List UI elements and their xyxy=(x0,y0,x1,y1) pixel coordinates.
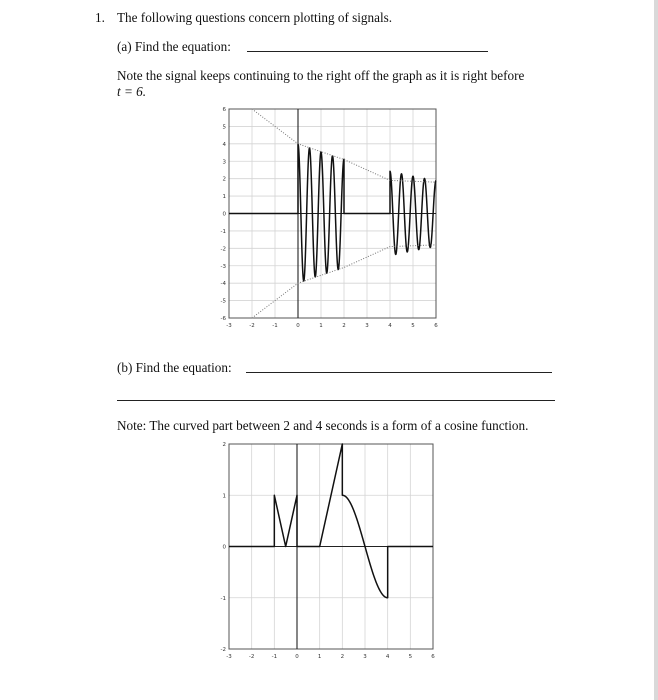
problem-number: 1. xyxy=(95,10,105,25)
x-tick-label-4: 1 xyxy=(317,654,322,660)
x-tick-label-0: -3 xyxy=(226,323,232,329)
y-tick-label-2: 0 xyxy=(222,544,226,551)
x-tick-label-3: 0 xyxy=(295,654,299,660)
x-tick-label-6: 3 xyxy=(365,323,369,329)
x-tick-label-0: -3 xyxy=(226,654,232,660)
x-tick-label-8: 5 xyxy=(411,323,415,329)
y-tick-label-1: -1 xyxy=(220,595,226,602)
x-tick-label-2: -1 xyxy=(272,323,278,329)
x-tick-label-9: 6 xyxy=(431,654,435,660)
y-tick-label-12: 6 xyxy=(222,107,226,113)
y-tick-label-8: 2 xyxy=(222,176,226,183)
y-tick-label-4: -2 xyxy=(220,246,226,253)
x-tick-label-8: 5 xyxy=(408,654,413,660)
y-tick-label-9: 3 xyxy=(222,159,226,166)
x-tick-label-5: 2 xyxy=(340,654,345,660)
part-a-prompt: (a) Find the equation: xyxy=(117,39,231,54)
x-tick-label-7: 4 xyxy=(388,323,392,329)
y-tick-label-10: 4 xyxy=(222,141,226,148)
x-tick-label-9: 6 xyxy=(434,323,438,329)
y-tick-label-0: -6 xyxy=(220,316,226,322)
x-tick-label-1: -2 xyxy=(248,654,255,660)
part-b-note: Note: The curved part between 2 and 4 seconds is a form of a cosine function. xyxy=(117,418,529,433)
x-tick-label-1: -2 xyxy=(249,323,255,329)
x-tick-label-6: 3 xyxy=(363,654,367,660)
problem-intro: The following questions concern plotting of signals. xyxy=(117,10,393,25)
y-tick-label-0: -2 xyxy=(220,647,226,653)
y-tick-label-1: -5 xyxy=(220,298,226,305)
x-tick-label-5: 2 xyxy=(342,323,346,329)
x-tick-label-7: 4 xyxy=(385,654,390,660)
y-tick-label-2: -4 xyxy=(220,281,226,288)
x-tick-label-3: 0 xyxy=(296,323,300,329)
y-tick-label-7: 1 xyxy=(222,194,226,201)
x-tick-label-4: 1 xyxy=(319,323,323,329)
series-signal-b xyxy=(229,444,433,598)
y-tick-label-11: 5 xyxy=(222,124,226,131)
part-b-prompt: (b) Find the equation: xyxy=(117,360,232,375)
y-tick-label-3: 1 xyxy=(222,493,226,500)
x-tick-label-2: -1 xyxy=(271,654,278,660)
part-a-note-line1: Note the signal keeps continuing to the right off the graph as it is right before xyxy=(117,68,525,83)
y-tick-label-6: 0 xyxy=(222,211,226,218)
y-tick-label-5: -1 xyxy=(220,228,226,235)
y-tick-label-3: -3 xyxy=(220,263,226,270)
part-a-note-line2: t = 6. xyxy=(117,84,147,99)
y-tick-label-4: 2 xyxy=(222,442,226,448)
